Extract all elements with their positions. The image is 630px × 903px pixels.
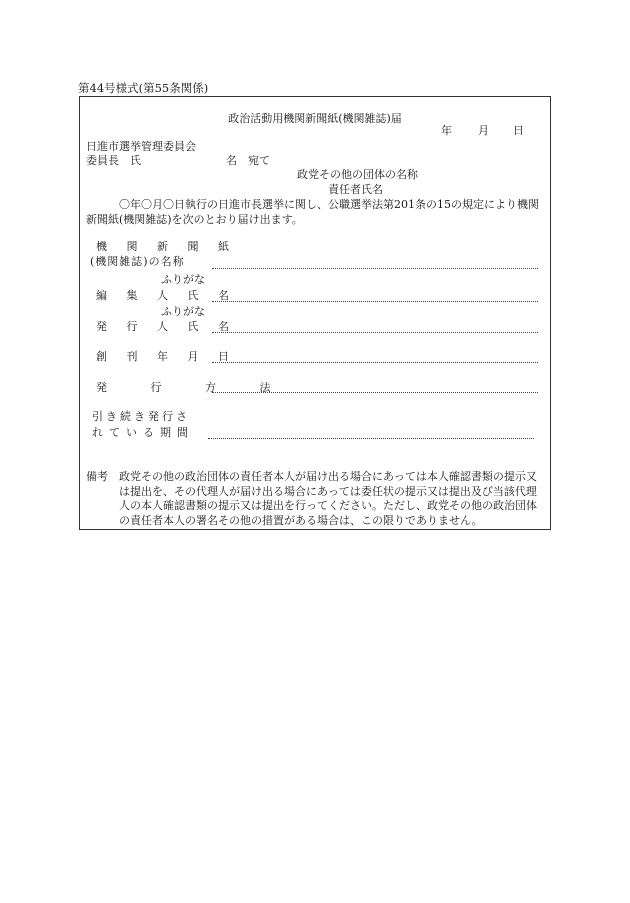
date-month: 月 [478, 124, 489, 137]
submitter-org-label: 政党その他の団体の名称 [297, 168, 418, 181]
newspaper-name-label-2: (機関雑誌)の名称 [90, 255, 185, 268]
form-title: 政治活動用機関新聞紙(機関雑誌)届 [228, 112, 402, 125]
addressee-name-suffix: 名 宛て [226, 154, 270, 167]
newspaper-name-label-1: 機 関 新 聞 紙 [96, 240, 237, 253]
form-number: 第44号様式(第55条関係) [78, 81, 209, 95]
method-line [212, 392, 538, 393]
remarks-head: 備考 [86, 470, 108, 483]
date-day: 日 [513, 124, 524, 137]
form-frame [79, 96, 551, 530]
method-label: 発 行 方 法 [96, 381, 291, 394]
editor-label: 編 集 人 氏 名 [96, 289, 237, 302]
submitter-representative-label: 責任者氏名 [328, 183, 383, 196]
publisher-furigana: ふりがな [161, 305, 205, 318]
period-label-2: れている期間 [92, 426, 194, 439]
publisher-name-line [212, 332, 538, 333]
publisher-label: 発 行 人 氏 名 [96, 320, 237, 333]
period-label-1: 引き続き発行さ [92, 410, 190, 423]
founded-label: 創 刊 年 月 日 [96, 350, 237, 363]
remarks-text: 政党その他の政治団体の責任者本人が届け出る場合にあっては本人確認書類の提示又は提出を、その代理人が届け出る場合にあっては委任状の提示又は提出及び当該代理人の本人確認書類の提示又は提出を行ってください。ただし、政党その他の政治団体の責任者本人の署名その他の措置がある場合は、この限りでありません。 [119, 470, 537, 527]
addressee-chairman: 委員長 氏 [86, 154, 141, 167]
addressee-committee: 日進市選挙管理委員会 [86, 140, 196, 153]
newspaper-name-line [212, 268, 538, 269]
founded-date-line [212, 362, 538, 363]
body-text: 〇年〇月〇日執行の日進市長選挙に関し、公職選挙法第201条の15の規定により機関新聞紙(機関雑誌)を次のとおり届け出ます。 [86, 198, 539, 226]
date-year: 年 [441, 124, 452, 137]
editor-furigana: ふりがな [161, 273, 205, 286]
period-line [208, 438, 534, 439]
editor-name-line [212, 301, 538, 302]
